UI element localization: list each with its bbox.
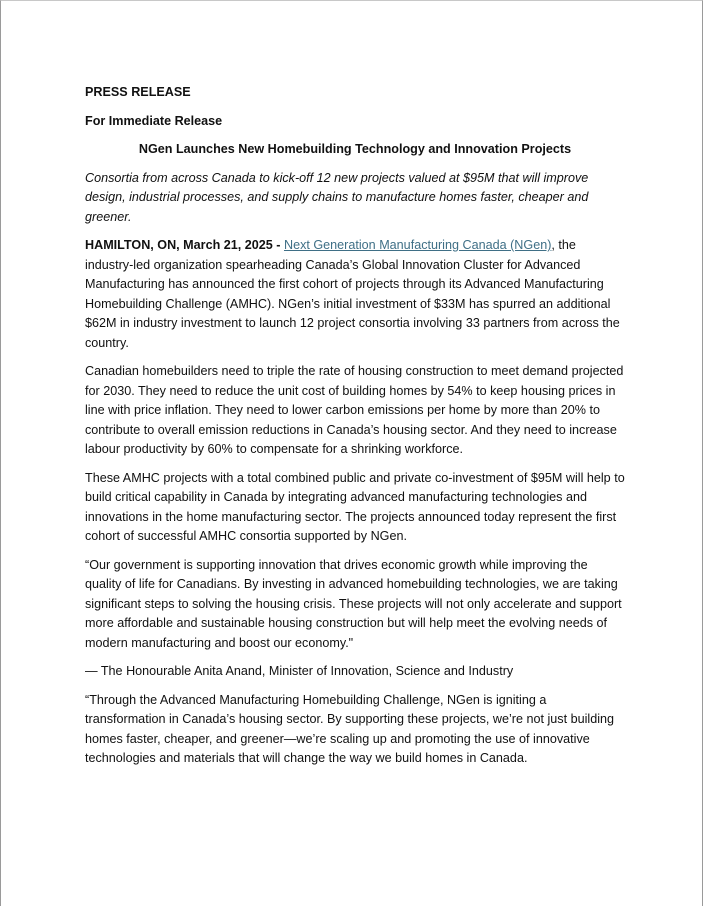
ngen-link[interactable]: Next Generation Manufacturing Canada (NGen) — [283, 238, 552, 252]
press-release-label: PRESS RELEASE — [85, 85, 191, 99]
intro-text: , the industry-led organization spearheading Canada’s Global Innovation Cluster for Advanced Manufacturing has announced the first cohort of projects through its Advanced Manufacturing Homebuilding Challenge (AMHC). NGen’s initial investment of $33M has spurred an additional $62M in industry investment to launch 12 project consortia involving 33 partners from across the country. — [85, 238, 620, 350]
body-paragraph: These AMHC projects with a total combined public and private co-investment of $95M will help to build critical capability in Canada by integrating advanced manufacturing technologies and innovations in the home manufacturing sector. The projects announced today represent the first cohort of successful AMHC consortia supported by NGen. — [85, 470, 625, 543]
document-body — [85, 83, 625, 778]
headline: NGen Launches New Homebuilding Technology and Innovation Projects — [138, 142, 572, 156]
dateline: HAMILTON, ON, March 21, 2025 - — [85, 238, 284, 252]
minister-quote: “Our government is supporting innovation that drives economic growth while improving the quality of life for Canadians. By investing in advanced homebuilding technologies, we are taking significant steps to solving the housing crisis. These projects will not only accelerate and support more affordable and sustainable housing construction but will help meet the evolving needs of modern manufacturing and boost our economy." — [85, 557, 622, 650]
quote-attribution: — The Honourable Anita Anand, Minister of Innovation, Science and Industry — [85, 664, 514, 678]
body-paragraph: Canadian homebuilders need to triple the rate of housing construction to meet demand projected for 2030. They need to reduce the unit cost of building homes by 54% to keep housing prices in line with price inflation. They need to lower carbon emissions per home by more than 20% to contribute to overall emission reductions in Canada’s housing sector. And they need to increase labour productivity by 60% to compensate for a shrinking workforce. — [85, 364, 624, 456]
subheadline: Consortia from across Canada to kick-off 12 new projects valued at $95M that will improve design, industrial processes, and supply chains to manufacture homes faster, cheaper and greener. — [85, 170, 589, 224]
ngen-quote: “Through the Advanced Manufacturing Homebuilding Challenge, NGen is igniting a transformation in Canada’s housing sector. By supporting these projects, we’re not just building homes faster, cheaper, and greener—we’re scaling up and promoting the use of innovative technologies and materials that will change the way we build homes in Canada. — [85, 692, 615, 765]
release-note: For Immediate Release — [85, 113, 223, 128]
intro-paragraph — [85, 236, 625, 353]
